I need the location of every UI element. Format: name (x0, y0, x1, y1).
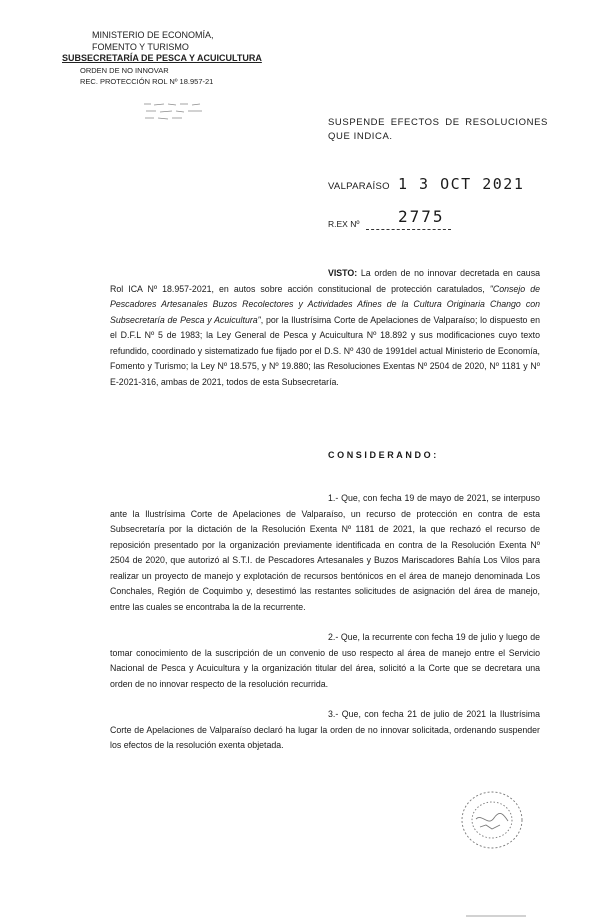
rex-underline (366, 229, 451, 230)
considerando-heading: CONSIDERANDO: (328, 450, 439, 460)
subject-line: SUSPENDE EFECTOS DE RESOLUCIONES QUE INDICA. (328, 117, 548, 142)
date-stamp: 1 3 OCT 2021 (398, 175, 525, 193)
rex-row (328, 207, 458, 233)
letterhead-orden: ORDEN DE NO INNOVAR (80, 65, 169, 75)
considerando-item-2: 2.- Que, la recurrente con fecha 19 de julio y luego de tomar conocimiento de la suscripción de un convenio de uso respecto al área de manejo entre el Servicio Nacional de Pesca y Acuicultura y la organización titular del área, solicitó a la Corte que se decretara una orden de no innovar respecto de la resolución recurrida. (110, 632, 540, 689)
considerando-item-3: 3.- Que, con fecha 21 de julio de 2021 la Ilustrísima Corte de Apelaciones de Valparaíso declaró ha lugar la orden de no innovar solicitada, ordenando suspender los efectos de la resolución exenta objetada. (110, 709, 540, 750)
rex-number: 2775 (398, 207, 445, 226)
considerando-item-1: 1.- Que, con fecha 19 de mayo de 2021, se interpuso ante la Ilustrísima Corte de Apelaciones de Valparaíso, un recurso de protección en contra de esta Subsecretaría por la dictación de la Resolución Exenta Nº 1181 de 2021, la que rechazó el recurso de reposición presentado por la organización previamente identificada en contra de la Resolución Exenta Nº 2504 de 2020, que autorizó al S.T.I. de Pescadores Artesanales y Buzos Mariscadores Bahía Los Vilos para realizar un proyecto de manejo y explotación de recursos bentónicos en el área de manejo denominada Los Conchales, Región de Coquimbo y, desestimó las restantes solicitudes de asignación del área de manejo, entre las cuales se encontraba la de la recurrente. (110, 493, 540, 612)
page-footer-mark (466, 906, 526, 918)
letterhead-rec: REC. PROTECCIÓN ROL Nº 18.957-21 (80, 77, 214, 86)
visto-case-title: "Consejo de Pescadores Artesanales Buzos Recolectores y Actividades Afines de la Cultura Originaria Chango con Subsecretaría de Pesca y Acuicultura" (110, 283, 540, 325)
date-row (328, 175, 558, 199)
visto-paragraph (110, 266, 540, 390)
rex-label: R.EX Nº (328, 219, 360, 229)
visto-text-2: , por la Ilustrísima Corte de Apelaciones de Valparaíso; lo dispuesto en el D.F.L Nº 5 de 1983; la Ley General de Pesca y Acuicultura Nº 18.892 y sus modificaciones cuyo texto refundido, coordinado y sistematizado fue fijado por el D.S. Nº 430 de 1991del actual Ministerio de Economía, Fomento y Turismo; la Ley Nº 18.575, y Nº 19.880; las Resoluciones Exentas Nº 2504 de 2020, Nº 1181 y Nº E-2021-316, ambas de 2021, todos de esta Subsecretaría. (110, 314, 540, 387)
signature-seal-icon (456, 785, 528, 855)
letterhead-ministry: MINISTERIO DE ECONOMÍA, (92, 30, 214, 40)
letterhead (62, 30, 262, 88)
visto-lead: VISTO: (328, 268, 358, 278)
letterhead-subsecretaria: SUBSECRETARÍA DE PESCA Y ACUICULTURA (62, 53, 262, 63)
letterhead-fomento: FOMENTO Y TURISMO (92, 41, 189, 52)
visto-text-1: La orden de no innovar decretada en causa Rol ICA Nº 18.957-2021, en autos sobre acción constitucional de protección caratulados, (110, 268, 540, 294)
place-label: VALPARAÍSO (328, 181, 390, 192)
rubber-stamp-icon (142, 100, 214, 122)
